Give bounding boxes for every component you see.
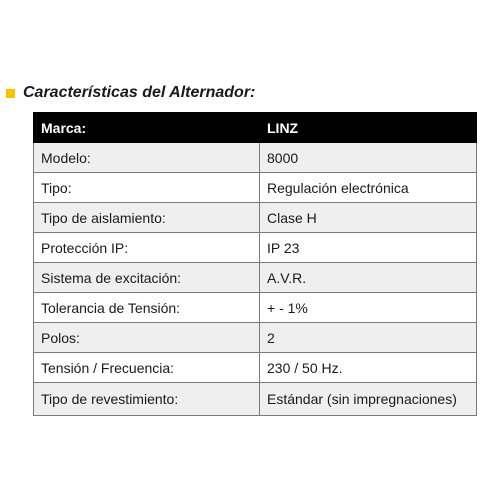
row-label: Tipo de revestimiento: <box>34 383 260 416</box>
table-row <box>34 263 477 293</box>
row-label: Tipo: <box>34 173 260 203</box>
row-label: Protección IP: <box>34 233 260 263</box>
header-label: Marca: <box>34 113 260 143</box>
section-heading <box>6 84 255 102</box>
alternator-specs-table <box>33 112 477 416</box>
table-row <box>34 203 477 233</box>
row-value: Estándar (sin impregnaciones) <box>260 383 477 416</box>
row-value: 2 <box>260 323 477 353</box>
table-row <box>34 143 477 173</box>
table-row <box>34 353 477 383</box>
row-label: Tolerancia de Tensión: <box>34 293 260 323</box>
row-label: Polos: <box>34 323 260 353</box>
row-value: + - 1% <box>260 293 477 323</box>
table-row <box>34 233 477 263</box>
row-value: IP 23 <box>260 233 477 263</box>
table-row <box>34 173 477 203</box>
row-value: 230 / 50 Hz. <box>260 353 477 383</box>
row-label: Tensión / Frecuencia: <box>34 353 260 383</box>
row-value: Regulación electrónica <box>260 173 477 203</box>
row-label: Sistema de excitación: <box>34 263 260 293</box>
table-header-row <box>34 113 477 143</box>
section-title: Características del Alternador: <box>23 84 256 101</box>
table-row <box>34 383 477 416</box>
row-label: Modelo: <box>34 143 260 173</box>
table-row <box>34 293 477 323</box>
row-value: 8000 <box>260 143 477 173</box>
header-value: LINZ <box>260 113 477 143</box>
row-label: Tipo de aislamiento: <box>34 203 260 233</box>
row-value: Clase H <box>260 203 477 233</box>
yellow-square-bullet-icon <box>6 89 15 98</box>
row-value: A.V.R. <box>260 263 477 293</box>
table-row <box>34 323 477 353</box>
